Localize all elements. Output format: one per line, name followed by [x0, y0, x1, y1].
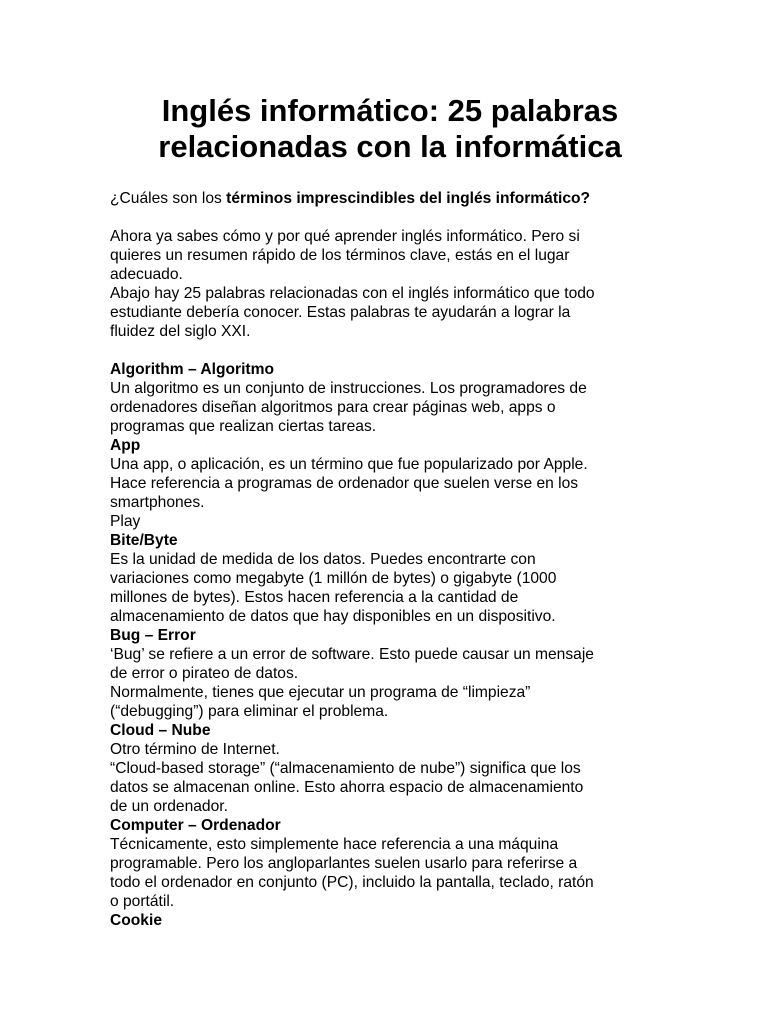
entry-line: Normalmente, tienes que ejecutar un programa de “limpieza” [110, 684, 531, 701]
entry-line: variaciones como megabyte (1 millón de bytes) o gigabyte (1000 [110, 570, 557, 587]
entry-term: Cloud – Nube [110, 722, 211, 739]
glossary-entry-bug [110, 626, 670, 721]
title-line-1: Inglés informático: 25 palabras [161, 93, 619, 128]
entry-term: App [110, 437, 141, 454]
entry-line: Es la unidad de medida de los datos. Puedes encontrarte con [110, 551, 536, 568]
entry-line: Play [110, 513, 141, 530]
entry-line: almacenamiento de datos que hay disponibles en un dispositivo. [110, 608, 556, 625]
document-body [110, 189, 670, 930]
title-line-2: relacionadas con la informática [158, 129, 622, 164]
entry-term: Cookie [110, 912, 162, 929]
entry-term: Computer – Ordenador [110, 817, 281, 834]
entry-line: ordenadores diseñan algoritmos para crear páginas web, apps o [110, 399, 556, 416]
entry-line: Una app, o aplicación, es un término que fue popularizado por Apple. [110, 456, 588, 473]
glossary-entry-algorithm [110, 360, 670, 436]
entry-line: Hace referencia a programas de ordenador que suelen verse en los [110, 475, 579, 492]
entry-line: programas que realizan ciertas tareas. [110, 418, 377, 435]
entry-line: Técnicamente, esto simplemente hace referencia a una máquina [110, 836, 559, 853]
entry-line: (“debugging”) para eliminar el problema. [110, 703, 389, 720]
entry-line: “Cloud-based storage” (“almacenamiento de nube”) significa que los [110, 760, 581, 777]
glossary-entry-bite-byte [110, 531, 670, 626]
glossary-list [110, 360, 670, 930]
entry-line: ‘Bug’ se refiere a un error de software. Esto puede causar un mensaje [110, 646, 594, 663]
entry-line: millones de bytes). Estos hacen referencia a la cantidad de [110, 589, 519, 606]
entry-term: Bite/Byte [110, 532, 178, 549]
intro-line: adecuado. [110, 266, 183, 283]
glossary-entry-computer [110, 816, 670, 911]
intro-question [110, 189, 670, 208]
entry-term: Bug – Error [110, 627, 196, 644]
document-page [110, 0, 670, 929]
intro-line: Ahora ya sabes cómo y por qué aprender inglés informático. Pero si [110, 228, 580, 245]
entry-line: Un algoritmo es un conjunto de instrucciones. Los programadores de [110, 380, 587, 397]
intro-line: Abajo hay 25 palabras relacionadas con el inglés informático que todo [110, 285, 595, 302]
entry-line: de un ordenador. [110, 798, 228, 815]
entry-line: todo el ordenador en conjunto (PC), incluido la pantalla, teclado, ratón [110, 874, 594, 891]
entry-line: smartphones. [110, 494, 205, 511]
intro-line: fluidez del siglo XXI. [110, 323, 251, 340]
glossary-entry-cloud [110, 721, 670, 816]
blank-line [110, 341, 670, 360]
intro-line: estudiante debería conocer. Estas palabras te ayudarán a lograr la [110, 304, 571, 321]
blank-line [110, 208, 670, 227]
entry-line: programable. Pero los angloparlantes suelen usarlo para referirse a [110, 855, 578, 872]
intro-paragraph [110, 227, 670, 341]
intro-question-plain: ¿Cuáles son los [110, 190, 227, 207]
intro-question-bold: términos imprescindibles del inglés informático? [226, 190, 591, 207]
entry-line: de error o pirateo de datos. [110, 665, 299, 682]
entry-line: Otro término de Internet. [110, 741, 280, 758]
entry-term: Algorithm – Algoritmo [110, 361, 275, 378]
glossary-entry-cookie [110, 911, 670, 930]
entry-line: o portátil. [110, 893, 175, 910]
page-title [110, 0, 670, 165]
entry-line: datos se almacenan online. Esto ahorra espacio de almacenamiento [110, 779, 584, 796]
intro-line: quieres un resumen rápido de los términos clave, estás en el lugar [110, 247, 570, 264]
glossary-entry-app [110, 436, 670, 531]
